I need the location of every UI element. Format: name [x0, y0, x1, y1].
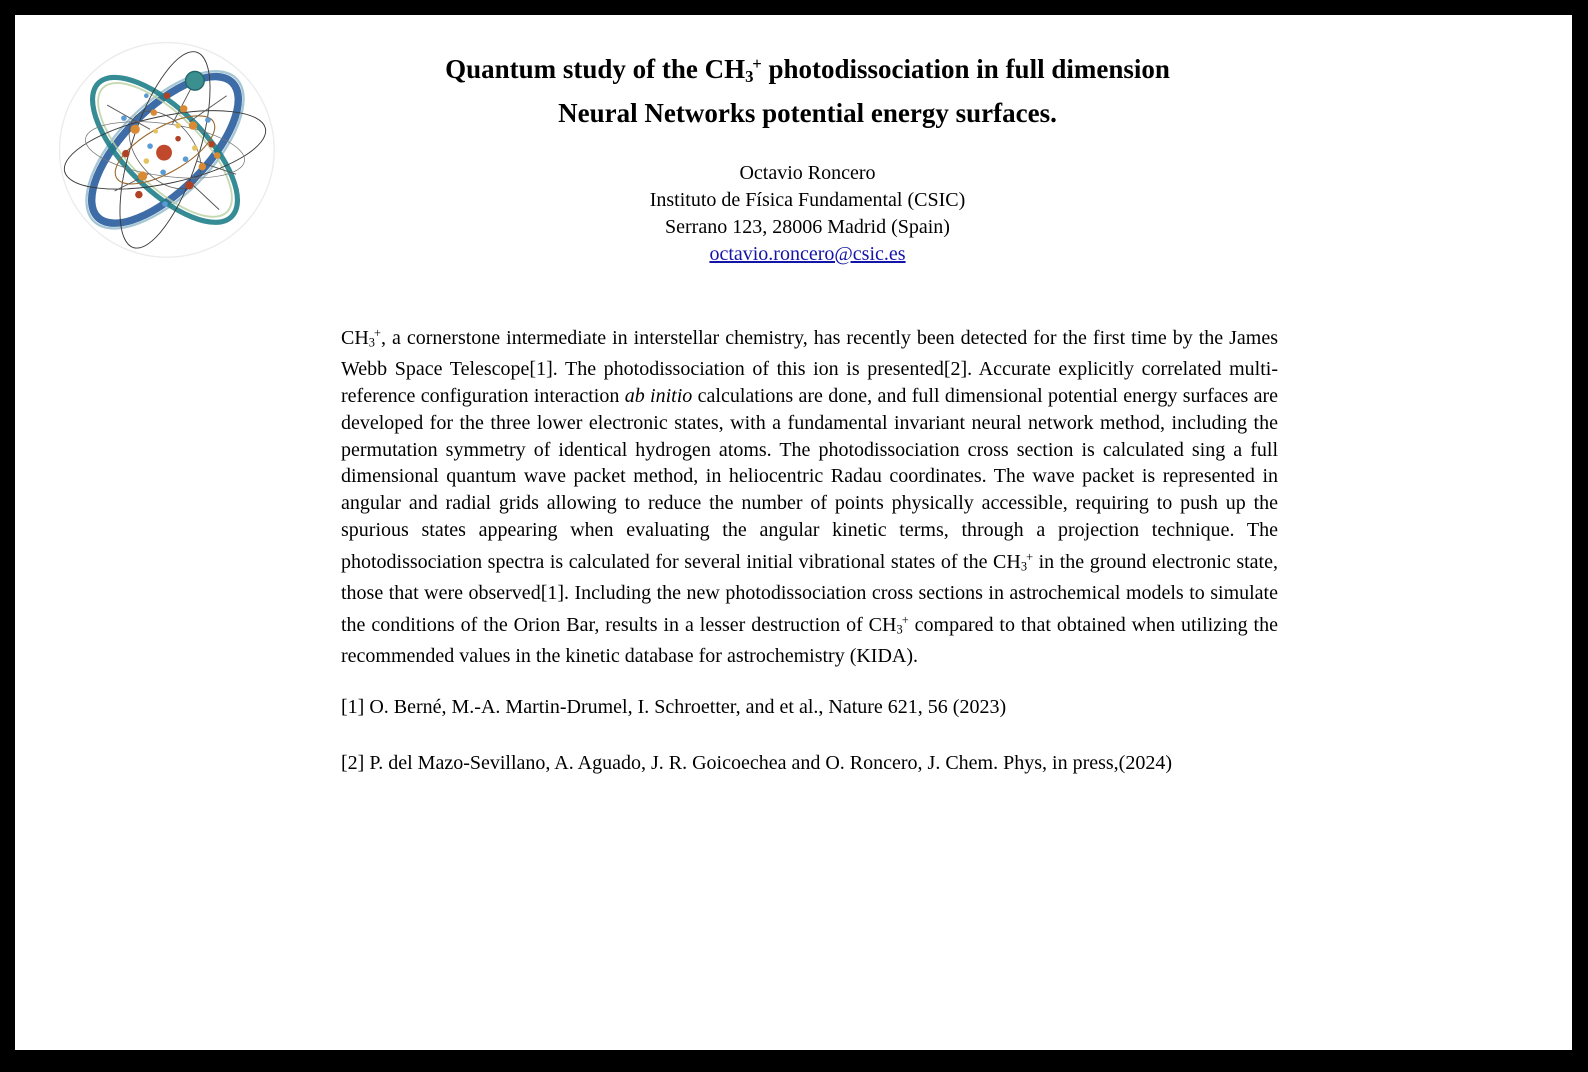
- document-page: [15, 15, 1572, 1050]
- atom-logo-graphic: [53, 25, 277, 271]
- abstract-paragraph: $CH_3^+$, a cornerstone intermediate in interstellar chemistry, has recently been detected for the first time by the James Webb Space Telescope[1]. The photodissociation of this ion is presented[2]. Accurate explicitly correlated multi-reference configuration interaction ab initio calculations are done, and full dimensional potential energy surfaces are developed for the three lower electronic states, with a fundamental invariant neural network method, including the permutation symmetry of identical hydrogen atoms. The photodissociation cross section is calculated sing a full dimensional quantum wave packet method, in heliocentric Radau coordinates. The wave packet is represented in angular and radial grids allowing to reduce the number of points physically accessible, requiring to push up the spurious states appearing when evaluating the angular kinetic terms, through a projection technique. The photodissociation spectra is calculated for several initial vibrational states of the $CH_3^+$ in the ground electronic state, those that were observed[1]. Including the new photodissociation cross sections in astrochemical models to simulate the conditions of the Orion Bar, results in a lesser destruction of $CH_3^+$ compared to that obtained when utilizing the recommended values in the kinetic database for astrochemistry (KIDA).: [341, 325, 1278, 668]
- reference-2: [2] P. del Mazo-Sevillano, A. Aguado, J. R. Goicoechea and O. Roncero, J. Chem. Phys, in press,(2024): [341, 751, 1172, 774]
- reference-1: [1] O. Berné, M.-A. Martin-Drumel, I. Schroetter, and et al., Nature 621, 56 (2023): [341, 696, 1007, 719]
- author-address: Serrano 123, 28006 Madrid (Spain): [665, 215, 950, 238]
- references-block: [341, 694, 1278, 776]
- title-line-2: Neural Networks potential energy surfaces.: [558, 97, 1057, 128]
- email-link[interactable]: octavio.roncero@csic.es: [709, 242, 906, 265]
- title-line-1: Quantum study of the $CH_3^+$ photodissociation in full dimension: [445, 54, 1170, 86]
- atom-logo-image: [53, 25, 277, 271]
- author-affiliation: Instituto de Física Fundamental (CSIC): [649, 188, 966, 211]
- author-name: Octavio Roncero: [739, 161, 876, 184]
